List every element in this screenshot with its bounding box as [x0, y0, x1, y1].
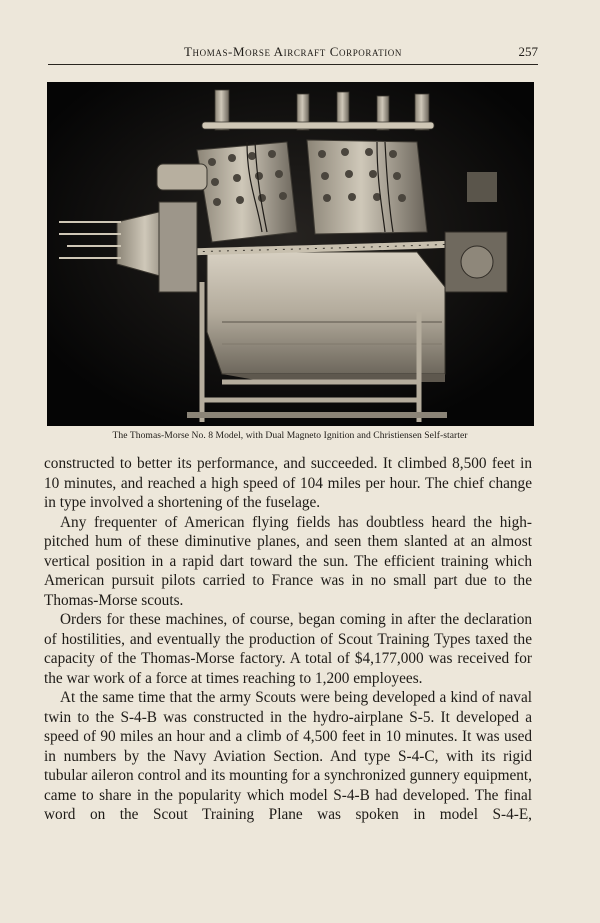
header-rule [48, 64, 538, 65]
text-line: at an almost vertical position in a rapid dart toward the sun. The [44, 533, 533, 570]
text-line: constructed to better its performance, and succeeded. It climbed [44, 455, 447, 472]
text-line: 8,500 feet in 10 minutes, and reached a high speed of 104 miles per [44, 455, 532, 492]
paragraph-1 [44, 454, 532, 513]
text-line: times reaching to 1,200 employees. [205, 669, 423, 687]
text-line: feet in 10 minutes. It was used in numbers by the Navy Aviation [44, 728, 533, 765]
text-line: and its mounting for a synchronized gunnery equipment, came to [44, 767, 533, 804]
text-line: share in the popularity which model S-4-B had developed. The [99, 786, 499, 804]
text-line: was in no small part due to the Thomas-Morse scouts. [44, 572, 532, 609]
text-line: efficient training which American pursuit pilots carried to France [44, 552, 532, 589]
running-head [48, 44, 538, 62]
text-line: high-pitched hum of these diminutive planes, and seen them slanted [44, 513, 532, 550]
engine-illustration [47, 82, 534, 426]
engine-photograph [47, 82, 534, 426]
text-line: Any frequenter of American flying fields has doubtless heard the [60, 513, 492, 531]
text-line: declaration of hostilities, and eventually the production of Scout [44, 611, 532, 648]
text-line: A total of $4,177,000 was received for the war work of a force at [44, 650, 533, 687]
text-line: final word on the Scout Training Plane was spoken in model S-4-E, [44, 786, 532, 823]
text-line: of naval twin to the S-4-B was constructed in the hydro-airplane [44, 689, 532, 726]
figure-caption: The Thomas-Morse No. 8 Model, with Dual Magneto Ignition and Christiensen Self-starter [112, 430, 468, 441]
paragraph-4 [44, 688, 532, 825]
text-line: At the same time that the army Scouts were being developed a kind [60, 689, 478, 706]
text-line: hour. The chief change in type involved a shortening of the fuselage. [44, 474, 532, 511]
page-number: 257 [518, 44, 538, 59]
text-line: Training Types taxed the capacity of the Thomas-Morse factory. [44, 630, 532, 667]
text-line: S-5. It developed a speed of 90 miles an hour and a climb of 4,500 [44, 708, 532, 745]
paragraph-3 [44, 610, 532, 688]
paragraph-2 [44, 513, 532, 611]
running-title: Thomas-Morse Aircraft Corporation [184, 44, 402, 59]
text-line: Section. And type S-4-C, with its rigid tubular aileron control [44, 747, 533, 784]
text-line: Orders for these machines, of course, began coming in after the [60, 611, 460, 628]
body-text [44, 454, 532, 825]
